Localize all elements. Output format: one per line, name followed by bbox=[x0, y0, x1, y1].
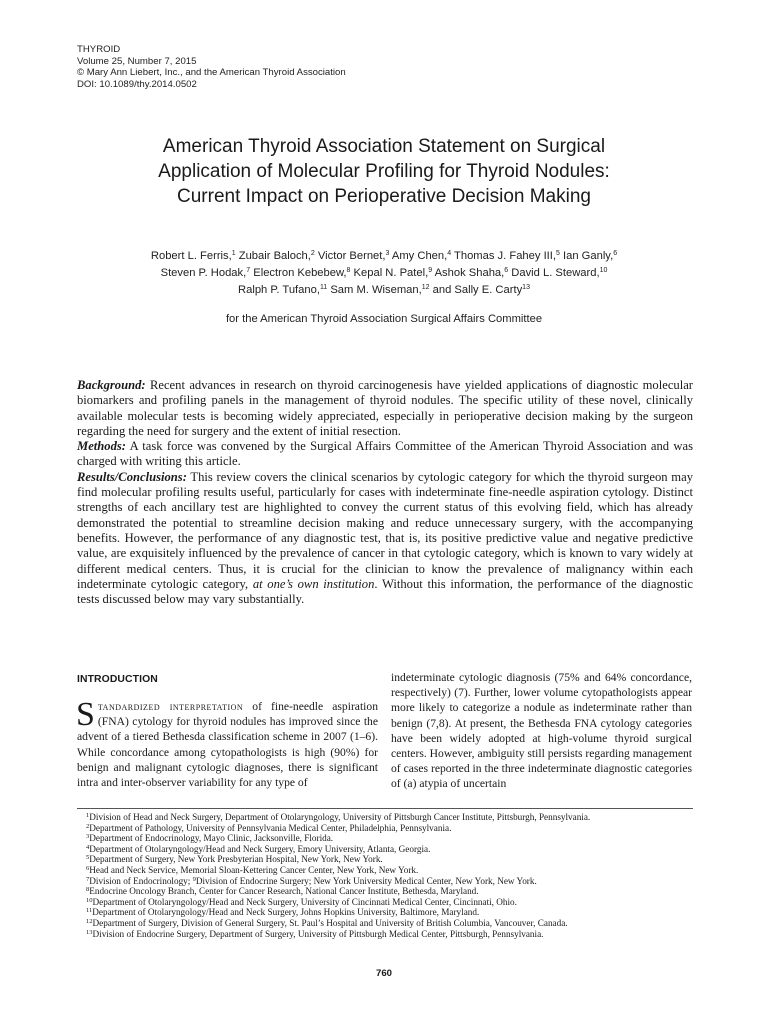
author-affiliation-mark: 6 bbox=[613, 250, 618, 257]
footnote-mark: 2 bbox=[86, 822, 90, 830]
author-name: Robert L. Ferris, bbox=[150, 250, 232, 262]
footnote bbox=[86, 865, 706, 876]
body-text: of fine-needle aspiration (FNA) cytology for thyroid nodules has improved since the advent of a tiered Bethesda classification scheme in 2007 (1–6). While concordance among cytopathologists is high (90%) for benign and malignant cytologic diagnoses, there is significant intra and inter-observer variability for any type of bbox=[77, 700, 378, 790]
author-affiliation-mark: 3 bbox=[385, 250, 390, 257]
page-number: 760 bbox=[375, 968, 392, 979]
abstract-text: Recent advances in research on thyroid carcinogenesis have yielded applications of diagnostic molecular biomarkers and profiling panels in the management of thyroid nodules. The specific utility of these novel, clinically available molecular tests is becoming widely appreciated, especially in perioperative decision making by the surgeon regarding the need for surgery and the extent of initial resection. bbox=[77, 378, 693, 438]
journal-name: THYROID bbox=[77, 44, 121, 55]
author-affiliation-mark: 2 bbox=[310, 250, 315, 257]
title-line: Current Impact on Perioperative Decision Making bbox=[177, 186, 591, 207]
abstract-text: A task force was convened by the Surgical Affairs Committee of the American Thyroid Association and was charged with writing this article. bbox=[77, 439, 693, 469]
author-affiliation-mark: 8 bbox=[346, 267, 351, 274]
footnote-text: Head and Neck Service, Memorial Sloan-Kettering Cancer Center, New York, New York. bbox=[89, 864, 419, 875]
footnote-mark: 1 bbox=[86, 812, 90, 819]
footnote-mark: 12 bbox=[86, 917, 93, 925]
abstract-text: This review covers the clinical scenarios by cytologic category for which the thyroid surgeon may find molecular profiling results useful, particularly for cases with indeterminate fine-needle aspiration cytology. Distinct strengths of each ancillary test are highlighted to convey the current status of this evolving field, which has already demonstrated the potential to streamline decision making and reduce unnecessary surgery, with the accompanying benefits. However, the performance of any diagnostic test, that is, its positive predictive value and negative predictive value, are exquisitely influenced by the prevalence of cancer in that cytologic category, which is known to vary widely at different medical centers. Thus, it is crucial for the clinician to know the prevalence of malignancy within each indeterminate cytologic category, bbox=[77, 469, 693, 591]
author-name: Electron Kebebew, bbox=[250, 267, 347, 279]
author-affiliation-mark: 4 bbox=[447, 250, 452, 257]
author-name: David L. Steward, bbox=[508, 267, 600, 279]
affiliation-footnotes bbox=[86, 812, 706, 939]
author-line bbox=[60, 248, 708, 265]
footnote bbox=[86, 854, 706, 865]
author-name: and Sally E. Carty bbox=[429, 284, 523, 296]
footnote-text: Division of Endocrinology; bbox=[89, 875, 193, 886]
footnote-divider bbox=[77, 808, 693, 809]
abstract-label: Methods: bbox=[77, 439, 126, 454]
footnote bbox=[86, 876, 706, 887]
section-heading: INTRODUCTION bbox=[77, 674, 158, 685]
author-name: Sam M. Wiseman, bbox=[327, 284, 422, 296]
footnote-mark: 5 bbox=[86, 854, 90, 862]
footnote-text: Department of Pathology, University of Pennsylvania Medical Center, Philadelphia, Pennsylvania. bbox=[89, 822, 452, 833]
drop-cap: S bbox=[76, 696, 95, 733]
abstract-label: Results/Conclusions: bbox=[77, 469, 187, 484]
footnote bbox=[86, 907, 706, 918]
author-affiliation-mark: 6 bbox=[504, 267, 509, 274]
footnote-mark: 4 bbox=[86, 843, 90, 851]
body-column-right bbox=[391, 670, 692, 792]
author-affiliation-mark: 10 bbox=[599, 267, 608, 274]
abstract-text: . Without this information, the performance of the diagnostic tests discussed below may vary substantially. bbox=[77, 576, 693, 607]
footnote-text: Department of Otolaryngology/Head and Neck Surgery, Johns Hopkins University, Baltimore, Maryland. bbox=[92, 907, 480, 918]
author-affiliation-mark: 13 bbox=[522, 284, 530, 291]
author-name: Kepal N. Patel, bbox=[350, 267, 429, 279]
author-affiliation-mark: 5 bbox=[556, 250, 560, 257]
author-name: Ashok Shaha, bbox=[432, 267, 505, 279]
journal-copyright: © Mary Ann Liebert, Inc., and the American Thyroid Association bbox=[77, 67, 346, 79]
footnote-mark: 9 bbox=[192, 875, 196, 883]
committee-line: for the American Thyroid Association Surgical Affairs Committee bbox=[225, 313, 543, 325]
footnote-mark: 10 bbox=[86, 896, 93, 904]
footnote-mark: 3 bbox=[86, 833, 90, 841]
author-name: Thomas J. Fahey III, bbox=[451, 250, 556, 262]
author-affiliation-mark: 7 bbox=[246, 267, 251, 274]
footnote-mark: 8 bbox=[86, 886, 90, 894]
title-line: American Thyroid Association Statement on Surgical bbox=[162, 136, 606, 157]
author-line bbox=[60, 265, 708, 282]
footnote-mark: 11 bbox=[86, 907, 93, 915]
footnote-text: Division of Head and Neck Surgery, Department of Otolaryngology, University of Pittsburgh Cancer Institute, Pittsburgh, Pennsylvania. bbox=[89, 812, 591, 822]
author-affiliation-mark: 11 bbox=[319, 284, 328, 291]
footnote bbox=[86, 929, 706, 940]
footnote bbox=[86, 886, 706, 897]
footnote bbox=[86, 897, 706, 908]
footnote-text: Department of Endocrinology, Mayo Clinic, Jacksonville, Florida. bbox=[89, 833, 334, 844]
small-caps-lead: tandardized interpretation bbox=[97, 700, 244, 713]
abstract bbox=[77, 378, 693, 607]
footnote-text: Department of Surgery, New York Presbyterian Hospital, New York, New York. bbox=[89, 854, 383, 865]
footnote-mark: 13 bbox=[86, 928, 93, 936]
body-column-left bbox=[76, 696, 378, 790]
author-name: Amy Chen, bbox=[389, 250, 448, 262]
footnote-text: Department of Otolaryngology/Head and Neck Surgery, University of Cincinnati Medical Center, Cincinnati, Ohio. bbox=[92, 896, 517, 907]
footnote-text: Department of Otolaryngology/Head and Neck Surgery, Emory University, Atlanta, Georgia. bbox=[89, 843, 431, 854]
title-line: Application of Molecular Profiling for Thyroid Nodules: bbox=[158, 161, 610, 182]
journal-doi: DOI: 10.1089/thy.2014.0502 bbox=[77, 78, 197, 90]
author-name: Zubair Baloch, bbox=[235, 250, 311, 262]
footnote-mark: 6 bbox=[86, 864, 90, 872]
footnote bbox=[86, 844, 706, 855]
article-title bbox=[60, 134, 708, 209]
journal-volume: Volume 25, Number 7, 2015 bbox=[77, 55, 197, 67]
footnote-text: Division of Endocrine Surgery; New York University Medical Center, New York, New York. bbox=[195, 875, 537, 886]
footnote-text: Endocrine Oncology Branch, Center for Cancer Research, National Cancer Institute, Bethesda, Maryland. bbox=[89, 886, 479, 897]
author-name: Victor Bernet, bbox=[314, 250, 386, 262]
abstract-methods bbox=[77, 439, 693, 470]
body-paragraph: indeterminate cytologic diagnosis (75% and 64% concordance, respectively) (7). Further, lower volume cytopathologists appear more likely to categorize a nodule as indeterminate rather than benign (7,8). At present, the Bethesda FNA cytology categories have been widely adopted at high-volume thyroid surgical centers. However, ambiguity still persists regarding management of cases reported in the three indeterminate diagnostic categories of (a) atypia of uncertain bbox=[391, 671, 692, 791]
footnote-mark: 7 bbox=[86, 875, 90, 883]
author-affiliation-mark: 1 bbox=[231, 250, 236, 257]
body-paragraph bbox=[76, 696, 378, 790]
footnote-text: Division of Endocrine Surgery, Department of Surgery, University of Pittsburgh Medical Center, Pittsburgh, Pennsylvania. bbox=[92, 928, 544, 939]
author-name: Ian Ganly, bbox=[559, 250, 614, 262]
footnote bbox=[86, 918, 706, 929]
footnote bbox=[86, 812, 706, 823]
abstract-background bbox=[77, 378, 693, 439]
journal-header bbox=[77, 44, 346, 90]
footnote-text: Department of Surgery, Division of General Surgery, St. Paul’s Hospital and University of British Columbia, Vancouver, Canada. bbox=[92, 917, 568, 928]
footnote bbox=[86, 823, 706, 834]
author-list bbox=[60, 248, 708, 299]
abstract-emphasis: at one’s own institution bbox=[252, 576, 375, 591]
author-name: Ralph P. Tufano, bbox=[238, 284, 320, 296]
footnote bbox=[86, 833, 706, 844]
author-affiliation-mark: 9 bbox=[428, 267, 433, 274]
author-line bbox=[60, 282, 708, 299]
author-name: Steven P. Hodak, bbox=[160, 267, 247, 279]
author-affiliation-mark: 12 bbox=[421, 284, 430, 291]
abstract-label: Background: bbox=[77, 378, 146, 392]
abstract-results bbox=[77, 470, 693, 608]
